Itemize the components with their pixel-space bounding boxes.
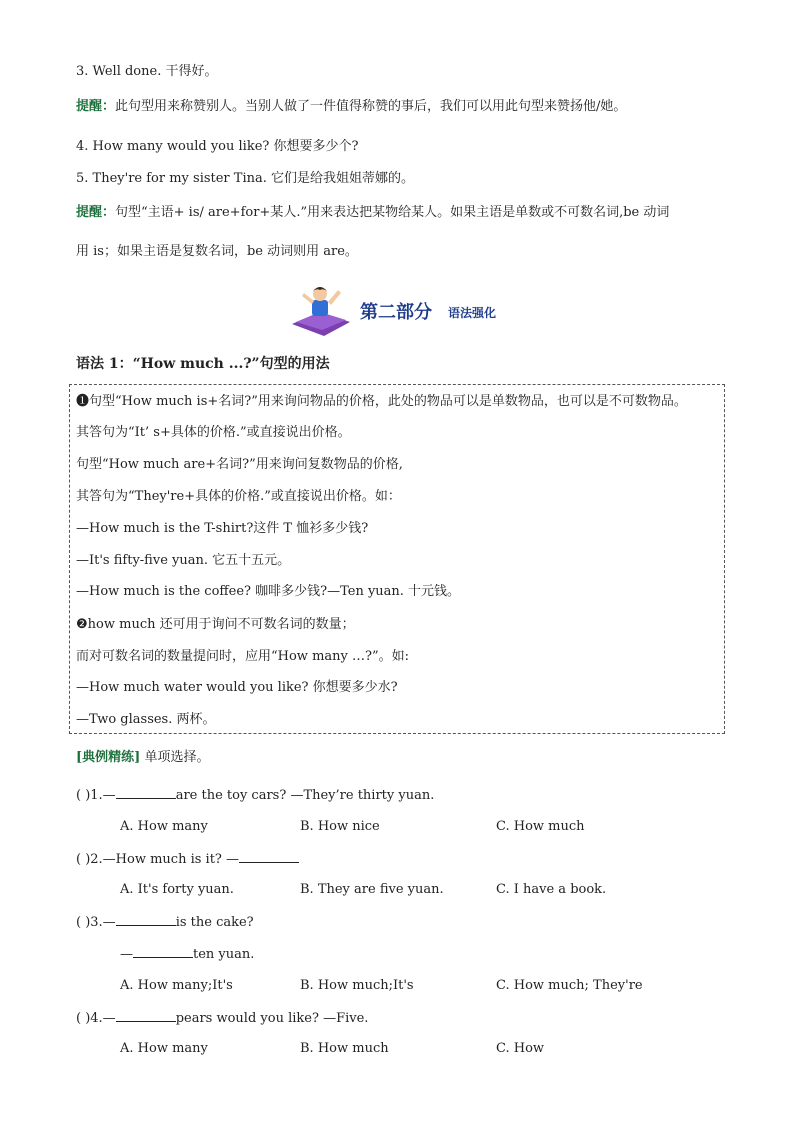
question-3-reply bbox=[120, 945, 254, 964]
section-heading bbox=[290, 282, 550, 338]
section-subtitle: 语法强化 bbox=[448, 306, 497, 320]
option-c[interactable]: C. How much bbox=[496, 819, 585, 834]
grammar-line: ❶句型“How much is+名词?”用来询问物品的价格，此处的物品可以是单数物品，也可以是不可数物品。 bbox=[76, 394, 687, 409]
question-2 bbox=[76, 850, 299, 869]
question-text: 3.— bbox=[90, 915, 116, 930]
answer-bracket[interactable]: ( ) bbox=[76, 1011, 91, 1026]
section-title: 第二部分 bbox=[360, 302, 432, 323]
answer-bracket[interactable]: ( ) bbox=[76, 788, 91, 803]
grammar-line: 句型“How much are+名词?”用来询问复数物品的价格, bbox=[76, 457, 403, 472]
grammar-line: 其答句为“It’ s+具体的价格.”或直接说出价格。 bbox=[76, 425, 351, 440]
question-4 bbox=[76, 1009, 368, 1028]
tip-2-cont: 用 is；如果主语是复数名词，be 动词则用 are。 bbox=[76, 244, 358, 259]
tip-1 bbox=[76, 98, 626, 116]
reading-student-icon bbox=[290, 282, 354, 338]
line-how-many: 4. How many would you like? 你想要多少个? bbox=[76, 139, 359, 154]
option-a[interactable]: A. How many bbox=[120, 1041, 208, 1056]
question-text: is the cake? bbox=[175, 915, 254, 930]
option-c[interactable]: C. How much; They're bbox=[496, 978, 643, 993]
option-b[interactable]: B. How much;It's bbox=[300, 978, 414, 993]
grammar-line: —How much is the T-shirt?这件 T 恤衫多少钱? bbox=[76, 521, 369, 536]
line-well-done: 3. Well done. 干得好。 bbox=[76, 64, 218, 79]
grammar-line: 而对可数名词的数量提问时，应用“How many …?”。如: bbox=[76, 649, 409, 664]
grammar-line: —It's fifty-five yuan. 它五十五元。 bbox=[76, 553, 291, 568]
option-a[interactable]: A. How many bbox=[120, 819, 208, 834]
grammar-line: —How much is the coffee? 咖啡多少钱?—Ten yuan. 十元钱。 bbox=[76, 584, 461, 599]
tip-text: 句型“主语+ is/ are+for+某人.”用来表达把某物给某人。如果主语是单数或不可数名词,be 动词 bbox=[115, 205, 670, 220]
option-c[interactable]: C. How bbox=[496, 1041, 545, 1056]
grammar-line: —Two glasses. 两杯。 bbox=[76, 712, 216, 727]
question-text: 4.— bbox=[90, 1011, 116, 1026]
grammar-line: 其答句为“They're+具体的价格.”或直接说出价格。如： bbox=[76, 489, 401, 504]
question-3 bbox=[76, 913, 254, 932]
option-b[interactable]: B. How much bbox=[300, 1041, 389, 1056]
answer-bracket[interactable]: ( ) bbox=[76, 915, 91, 930]
question-text: — bbox=[120, 947, 133, 962]
tip-label: 提醒： bbox=[76, 205, 116, 220]
fill-blank[interactable] bbox=[133, 945, 193, 958]
tip-label: 提醒： bbox=[76, 99, 116, 114]
fill-blank[interactable] bbox=[116, 913, 176, 926]
option-a[interactable]: A. How many;It's bbox=[120, 978, 233, 993]
grammar-title: 语法 1：“How much ...?”句型的用法 bbox=[76, 356, 330, 372]
tip-text: 此句型用来称赞别人。当别人做了一件值得称赞的事后，我们可以用此句型来赞扬他/她。 bbox=[115, 99, 627, 114]
question-text: ten yuan. bbox=[193, 947, 255, 962]
grammar-line: ❷how much 还可用于询问不可数名词的数量； bbox=[76, 617, 355, 632]
fill-blank[interactable] bbox=[239, 850, 299, 863]
question-text: 2.—How much is it? — bbox=[90, 852, 240, 867]
exercise-instruction: 单项选择。 bbox=[144, 750, 210, 765]
answer-bracket[interactable]: ( ) bbox=[76, 852, 91, 867]
fill-blank[interactable] bbox=[116, 786, 176, 799]
question-text: 1.— bbox=[90, 788, 116, 803]
option-b[interactable]: B. How nice bbox=[300, 819, 380, 834]
option-c[interactable]: C. I have a book. bbox=[496, 882, 607, 897]
grammar-line: —How much water would you like? 你想要多少水? bbox=[76, 680, 398, 695]
fill-blank[interactable] bbox=[116, 1009, 176, 1022]
question-text: pears would you like? —Five. bbox=[175, 1011, 369, 1026]
exercise-header bbox=[76, 746, 209, 765]
option-b[interactable]: B. They are five yuan. bbox=[300, 882, 444, 897]
question-1 bbox=[76, 786, 434, 805]
option-a[interactable]: A. It's forty yuan. bbox=[120, 882, 234, 897]
exercise-tag: [典例精练] bbox=[76, 750, 141, 765]
tip-2 bbox=[76, 204, 669, 222]
line-for-tina: 5. They're for my sister Tina. 它们是给我姐姐蒂娜的。 bbox=[76, 171, 415, 186]
question-text: are the toy cars? —They’re thirty yuan. bbox=[175, 788, 435, 803]
